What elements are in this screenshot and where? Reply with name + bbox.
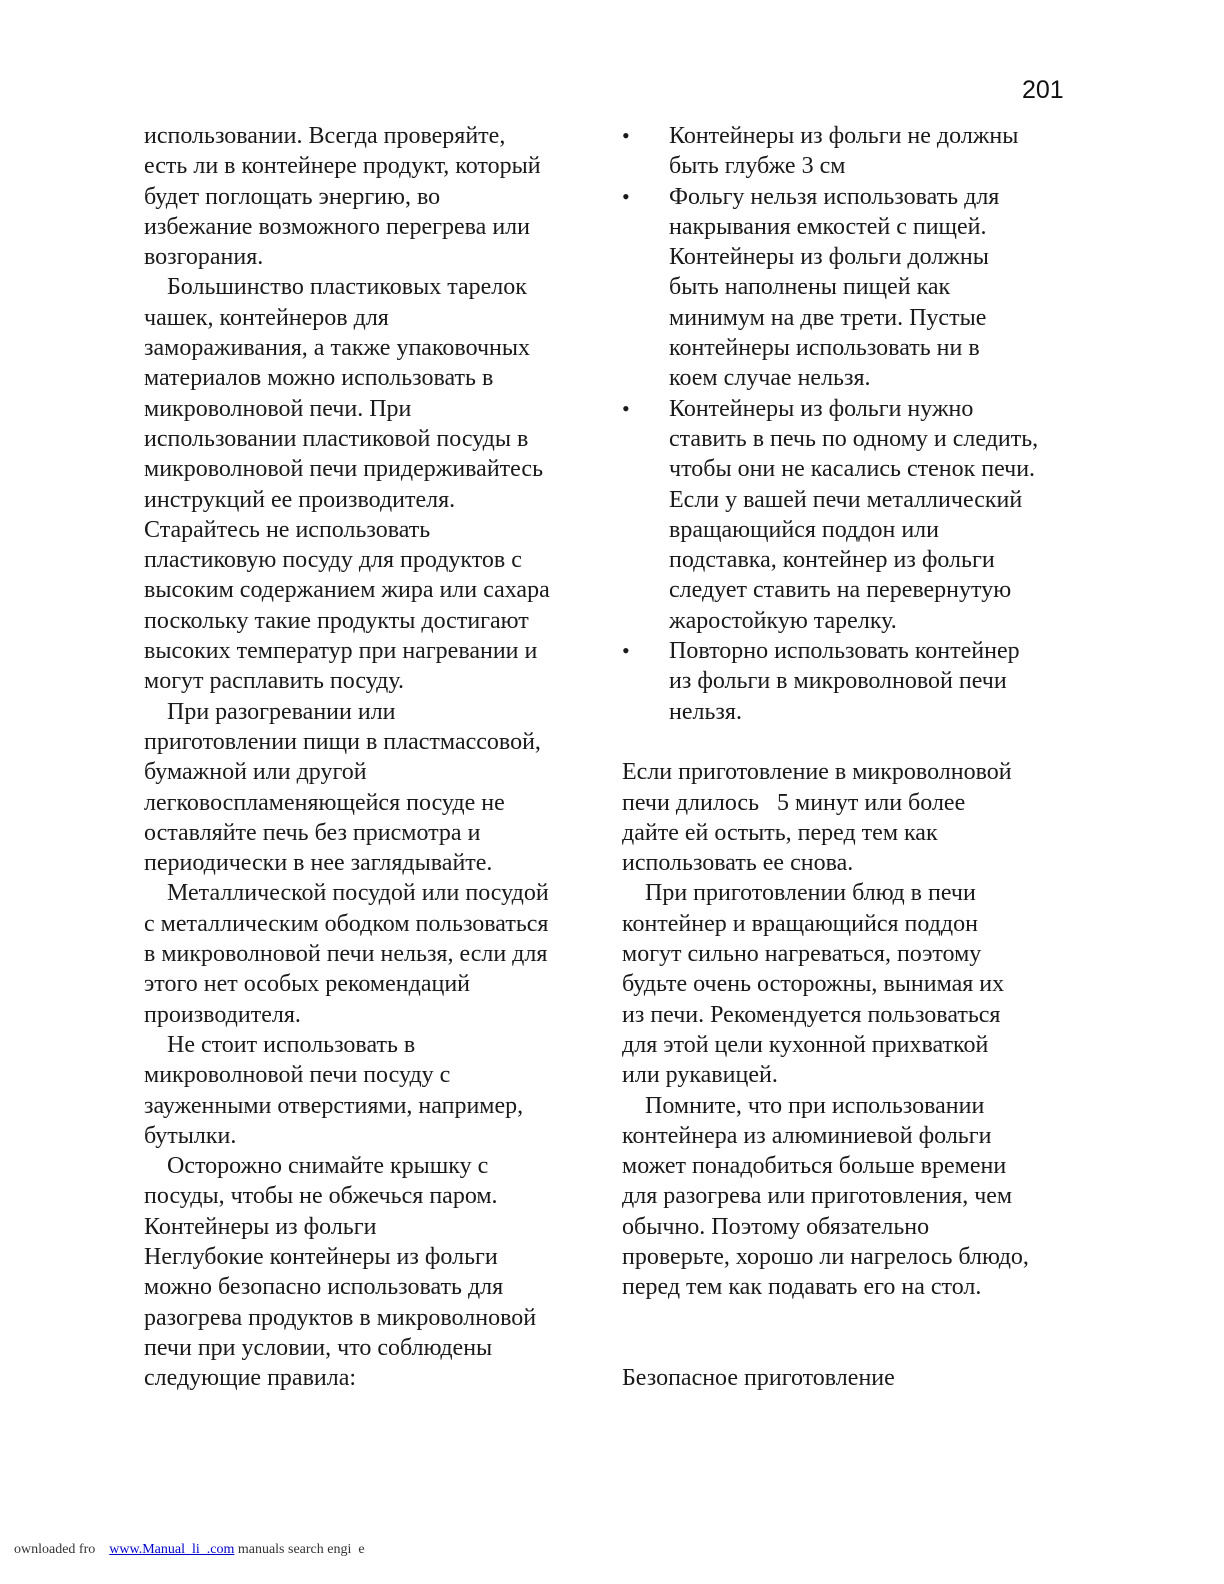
bullet-line: Контейнеры из фольги не должны	[669, 123, 1019, 149]
bullet-line: Повторно использовать контейнер	[669, 638, 1020, 665]
bullet-item	[622, 121, 1092, 182]
bullet-line: чтобы они не касались стенок печи.	[669, 456, 1036, 483]
text-line: Помните, что при использовании	[645, 1092, 985, 1119]
bullet-line: быть глубже 3 см	[669, 153, 846, 180]
text-line: замораживания, а также упаковочных	[144, 335, 530, 362]
text-line: перед тем как подавать его на стол.	[622, 1274, 982, 1301]
text-line: или рукавицей.	[622, 1062, 778, 1089]
text-line: микроволновой печи придерживайтесь	[144, 456, 544, 483]
text-line: инструкций ее производителя.	[144, 486, 456, 513]
text-line: Осторожно снимайте крышку с	[167, 1153, 489, 1180]
text-line: высоких температур при нагревании и	[144, 638, 538, 665]
bullet-item	[622, 394, 1092, 636]
text-line: высоким содержанием жира или сахара	[144, 577, 550, 604]
text-line: проверьте, хорошо ли нагрелось блюдо,	[622, 1243, 1029, 1270]
bullet-line: вращающийся поддон или	[669, 516, 939, 543]
text-line: легковоспламеняющейся посуде не	[144, 789, 505, 816]
right-paragraphs	[622, 757, 1092, 1302]
text-line: обычно. Поэтому обязательно	[622, 1213, 930, 1240]
text-line: возгорания.	[144, 244, 264, 271]
text-line: Металлической посудой или посудой	[167, 880, 549, 907]
left-column	[144, 121, 604, 1393]
bullet-line: подставка, контейнер из фольги	[669, 547, 995, 574]
text-line: оставляйте печь без присмотра и	[144, 819, 481, 846]
footer-prefix: ownloaded fro	[14, 1542, 96, 1557]
text-line: избежание возможного перегрева или	[144, 213, 530, 240]
text-line: могут расплавить посуду.	[144, 668, 404, 695]
text-line: будьте очень осторожны, вынимая их	[622, 971, 1005, 998]
footer-link[interactable]: www.Manual li .com	[109, 1542, 235, 1557]
text-line: могут сильно нагреваться, поэтому	[622, 941, 982, 968]
text-line: бутылки.	[144, 1122, 237, 1149]
text-line: для этой цели кухонной прихваткой	[622, 1031, 989, 1058]
text-line: При разогревании или	[167, 698, 396, 725]
text-line: контейнера из алюминиевой фольги	[622, 1122, 992, 1149]
bullet-line: жаростойкую тарелку.	[669, 607, 897, 634]
text-line: чашек, контейнеров для	[144, 304, 389, 331]
footer	[14, 1542, 365, 1558]
text-line: микроволновой печи посуду с	[144, 1062, 451, 1089]
bullet-line: Контейнеры из фольги нужно	[669, 395, 974, 422]
bullet-item	[622, 636, 1092, 727]
text-line: разогрева продуктов в микроволновой	[144, 1304, 537, 1331]
bullet-line: Если у вашей печи металлический	[669, 486, 1023, 513]
bullet-line: быть наполнены пищей как	[669, 274, 951, 301]
text-line: микроволновой печи. При	[144, 395, 412, 422]
bullet-line: контейнеры использовать ни в	[669, 335, 980, 362]
text-line: использовании. Всегда проверяйте,	[144, 123, 506, 149]
bullet-line: накрывания емкостей с пищей.	[669, 213, 987, 240]
text-line: пластиковую посуду для продуктов с	[144, 547, 522, 574]
text-line: есть ли в контейнере продукт, который	[144, 153, 541, 180]
bullet-dot-icon: •	[622, 395, 630, 421]
text-line: может понадобиться больше времени	[622, 1153, 1007, 1180]
foil-rules-list	[622, 121, 1092, 727]
spacer	[622, 1333, 1092, 1363]
right-column	[622, 121, 1092, 1393]
text-line: посуды, чтобы не обжечься паром.	[144, 1183, 498, 1210]
text-line: приготовлении пищи в пластмассовой,	[144, 728, 541, 755]
text-line: поскольку такие продукты достигают	[144, 607, 529, 634]
text-line: материалов можно использовать в	[144, 365, 494, 392]
text-line: печи при условии, что соблюдены	[144, 1334, 493, 1361]
text-line: следующие правила:	[144, 1365, 357, 1392]
text-line: бумажной или другой	[144, 759, 367, 786]
spacer	[622, 727, 1092, 757]
bullet-dot-icon: •	[622, 638, 630, 664]
bullet-dot-icon: •	[622, 183, 630, 209]
text-line: в микроволновой печи нельзя, если для	[144, 941, 548, 968]
text-line: производителя.	[144, 1001, 301, 1028]
bullet-item	[622, 182, 1092, 394]
text-line: печи длилось 5 минут или более	[622, 789, 966, 816]
bullet-line: из фольги в микроволновой печи	[669, 668, 1007, 695]
text-line: периодически в нее заглядывайте.	[144, 850, 493, 877]
spacer	[622, 1303, 1092, 1333]
text-line: с металлическим ободком пользоваться	[144, 910, 549, 937]
page-number: 201	[1022, 76, 1064, 104]
footer-suffix: manuals search engi e	[237, 1542, 365, 1557]
text-line: Не стоит использовать в	[167, 1031, 416, 1058]
bullet-line: нельзя.	[669, 698, 742, 725]
text-line: Контейнеры из фольги	[144, 1213, 377, 1240]
text-line: будет поглощать энергию, во	[144, 183, 441, 210]
text-line: для разогрева или приготовления, чем	[622, 1183, 1013, 1210]
text-line: дайте ей остыть, перед тем как	[622, 819, 938, 846]
text-line: зауженными отверстиями, например,	[144, 1092, 524, 1119]
text-line: из печи. Рекомендуется пользоваться	[622, 1001, 1001, 1028]
section-heading: Безопасное приготовление	[622, 1365, 895, 1392]
bullet-line: Контейнеры из фольги должны	[669, 244, 989, 271]
bullet-line: следует ставить на перевернутую	[669, 577, 1012, 604]
text-line: этого нет особых рекомендаций	[144, 971, 471, 998]
bullet-line: минимум на две трети. Пустые	[669, 304, 987, 331]
bullet-line: Фольгу нельзя использовать для	[669, 183, 1000, 210]
text-line: контейнер и вращающийся поддон	[622, 910, 978, 937]
text-line: При приготовлении блюд в печи	[645, 880, 976, 907]
text-line: Неглубокие контейнеры из фольги	[144, 1243, 498, 1270]
text-line: Старайтесь не использовать	[144, 516, 431, 543]
text-line: использовании пластиковой посуды в	[144, 425, 529, 452]
text-line: Большинство пластиковых тарелок	[167, 274, 527, 301]
text-line: можно безопасно использовать для	[144, 1274, 504, 1301]
bullet-dot-icon: •	[622, 123, 630, 148]
bullet-line: коем случае нельзя.	[669, 365, 871, 392]
text-line: использовать ее снова.	[622, 850, 854, 877]
text-line: Если приготовление в микроволновой	[622, 759, 1012, 786]
bullet-line: ставить в печь по одному и следить,	[669, 425, 1039, 452]
